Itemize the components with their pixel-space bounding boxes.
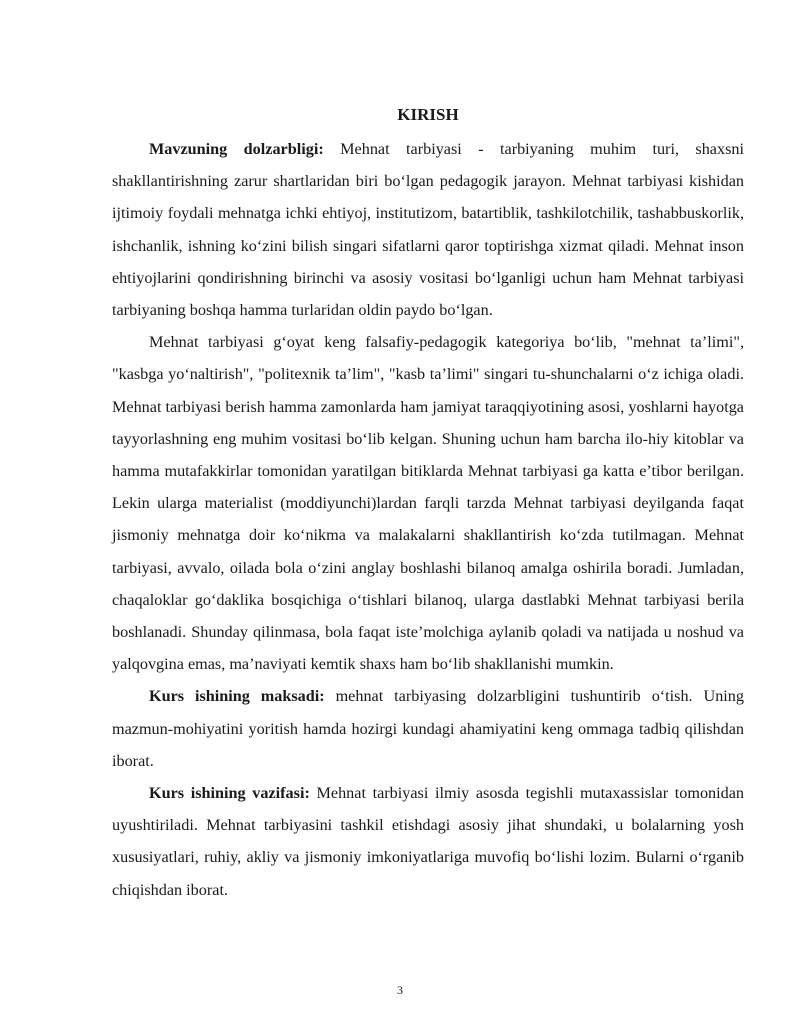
paragraph-relevance [112, 133, 744, 326]
paragraph-lead: Mavzuning dolzarbligi: [149, 140, 324, 158]
paragraph-body [112, 326, 744, 680]
section-heading: KIRISH [397, 105, 459, 124]
paragraph-lead: Kurs ishining vazifasi: [149, 784, 310, 803]
document-page [112, 102, 744, 906]
paragraph-text: Mehnat tarbiyasi ilmiy asosda tegishli mutaxassislar tomonidan uyushtiriladi. Mehnat tarbiyasini tashkil etishdagi asosiy jihat shundaki, u bolalarning yosh xususiyatlari, ruhiy, akliy va jismoniy imkoniyatlariga muvofiq bo‘lishi lozim. Bularni o‘rganib chiqishdan iborat. [112, 784, 744, 899]
paragraph-text: mehnat tarbiyasing dolzarbligini tushuntirib o‘tish. Uning mazmun-mohiyatini yoritish hamda hozirgi kundagi ahamiyatini keng ommaga tadbiq qilishdan iborat. [112, 687, 744, 770]
page-number: 3 [397, 983, 403, 997]
paragraph-aim [112, 680, 744, 777]
paragraph-lead: Kurs ishining maksadi: [149, 687, 325, 706]
paragraph-tasks [112, 777, 744, 906]
paragraph-text: Mehnat tarbiyasi - tarbiyaning muhim turi, shaxsni shakllantirishning zarur shartlaridan biri bo‘lgan pedagogik jarayon. Mehnat tarbiyasi kishidan ijtimoiy foydali mehnatga ichki ehtiyoj, institutizom, batartiblik, tashkilotchilik, tashabbuskorlik, ishchanlik, ishning ko‘zini bilish singari sifatlarni qaror toptirishga xizmat qiladi. Mehnat inson ehtiyojlarini qondirishning birinchi va asosiy vositasi bo‘lganligi uchun ham Mehnat tarbiyasi tarbiyaning boshqa hamma turlaridan oldin paydo bo‘lgan. [112, 140, 744, 320]
paragraph-text: Mehnat tarbiyasi g‘oyat keng falsafiy-pedagogik kategoriya bo‘lib, "mehnat ta’limi", "kasbga yo‘naltirish", "politexnik ta’lim", "kasb ta’limi" singari tu-shunchalarni o‘z ichiga oladi. Mehnat tarbiyasi berish hamma zamonlarda ham jamiyat taraqqiyotining asosi, yoshlarni hayotga tayyorlashning eng muhim vositasi bo‘lib kelgan. Shuning uchun ham barcha ilo-hiy kitoblar va hamma mutafakkirlar tomonidan yaratilgan bitiklarda Mehnat tarbiyasi ga katta e’tibor berilgan. Lekin ularga materialist (moddiyunchi)lardan farqli tarzda Mehnat tarbiyasi deyilganda faqat jismoniy mehnatga doir ko‘nikma va malakalarni shakllantirish ko‘zda tutilmagan. Mehnat tarbiyasi, avvalo, oilada bola o‘zini anglay boshlashi bilanoq amalga oshirila boradi. Jumladan, chaqaloklar go‘daklika bosqichiga o‘tishlari bilanoq, ularga dastlabki Mehnat tarbiyasi berila boshlanadi. Shunday qilinmasa, bola faqat iste’molchiga aylanib qoladi va natijada u noshud va yalqovgina emas, ma’naviyati kemtik shaxs ham bo‘lib shakllanishi mumkin. [112, 333, 744, 674]
